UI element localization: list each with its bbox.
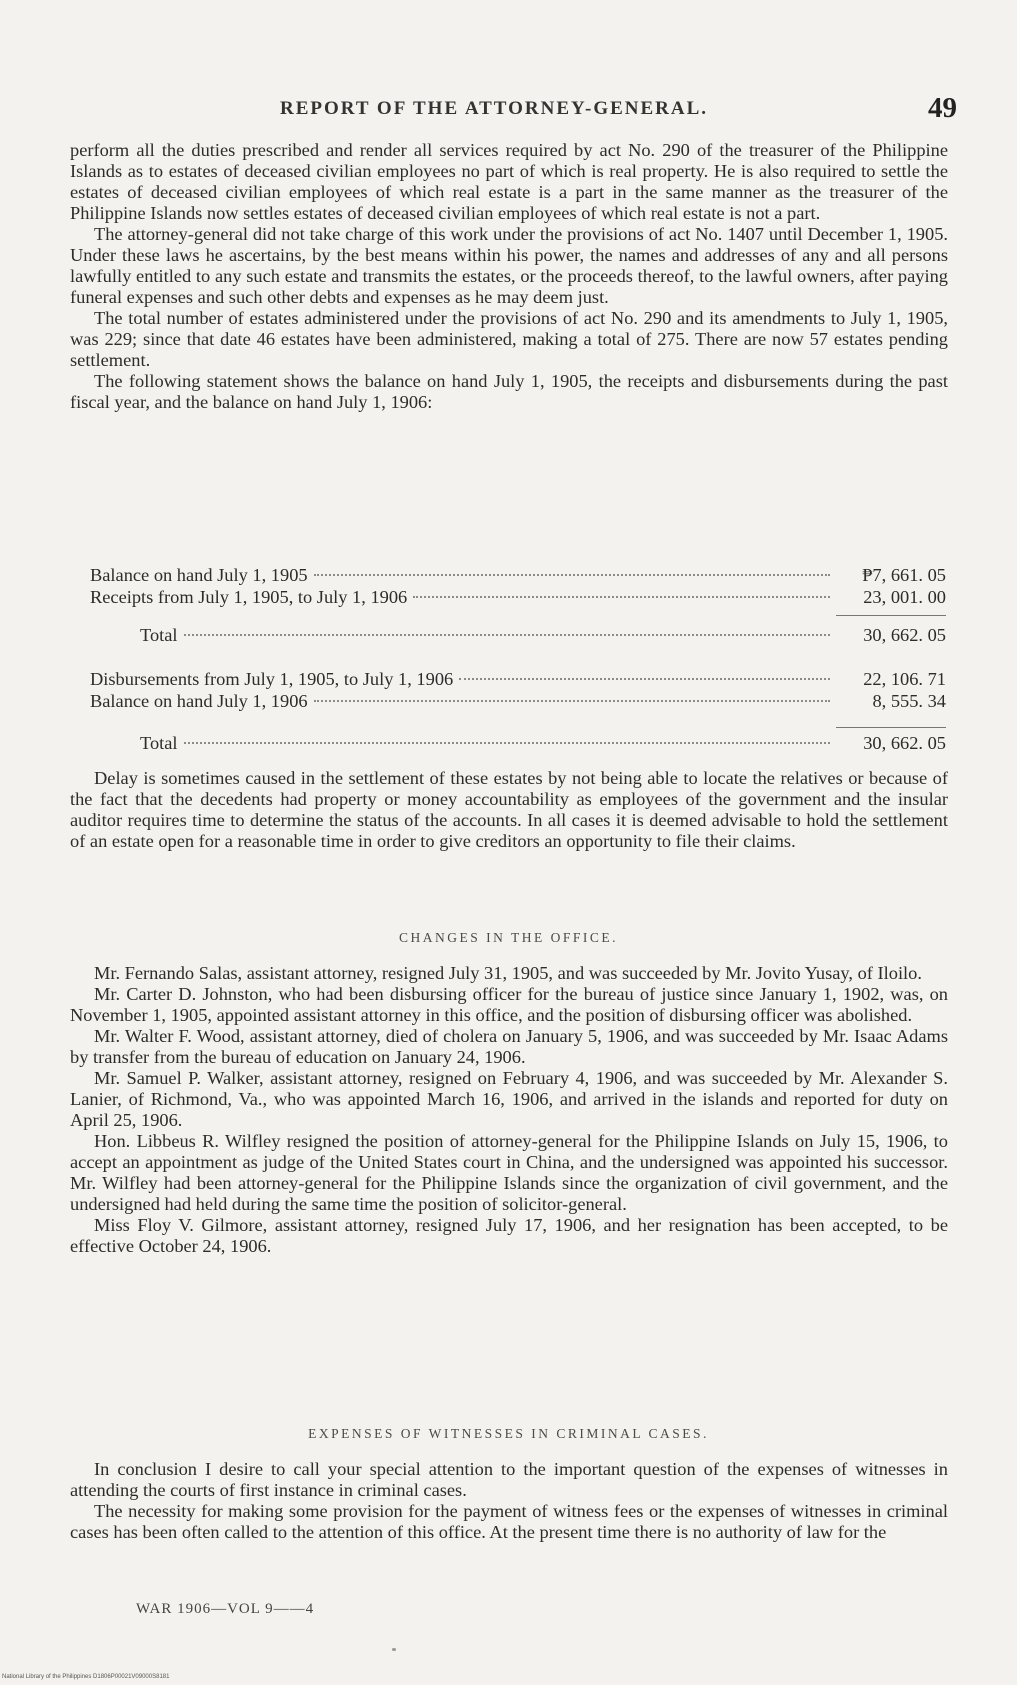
- dot-leader: [314, 574, 830, 576]
- ledger-row: [90, 587, 946, 609]
- ledger-amount: ₱7, 661. 05: [862, 565, 946, 585]
- paragraph: Mr. Carter D. Johnston, who had been disbursing officer for the bureau of justice since January 1, 1902, was, on November 1, 1905, appointed assistant attorney in this office, and the position of disbursing officer was abolished.: [70, 984, 948, 1025]
- ledger-label: Balance on hand July 1, 1906: [90, 691, 308, 711]
- ledger-amount: 23, 001. 00: [863, 587, 946, 607]
- changes-section: [70, 963, 948, 1257]
- ledger-disbursements: [90, 669, 946, 713]
- ledger-amount: 22, 106. 71: [863, 669, 946, 689]
- paragraph: Delay is sometimes caused in the settlement of these estates by not being able to locate the relatives or because of the fact that the decedents had property or money accountability as employees of the government and the insular auditor requires time to determine the status of the accounts. In all cases it is deemed advisable to hold the settlement of an estate open for a reasonable time in order to give creditors an opportunity to file their claims.: [70, 768, 948, 851]
- intro-section: [70, 140, 948, 413]
- paragraph: The attorney-general did not take charge of this work under the provisions of act No. 1407 until December 1, 1905. Under these laws he ascertains, by the best means within his power, the names and addresses of any and all persons lawfully entitled to any such estate and transmits the estates, or the proceeds thereof, to the lawful owners, after paying funeral expenses and such other debts and expenses as he may deem just.: [70, 224, 948, 307]
- section-heading-changes: CHANGES IN THE OFFICE.: [398, 930, 618, 945]
- paragraph: Hon. Libbeus R. Wilfley resigned the position of attorney-general for the Philippine Islands on July 15, 1906, to accept an appointment as judge of the United States court in China, and the undersigned was appointed his successor. Mr. Wilfley had been attorney-general for the Philippine Islands since the organization of civil government, and the undersigned had held during the same time the position of solicitor-general.: [70, 1131, 948, 1214]
- ledger-total-row: [90, 733, 946, 755]
- running-head: [0, 92, 1017, 132]
- footer-dot: [392, 1648, 396, 1651]
- ledger-label: Total: [140, 733, 178, 753]
- ledger-total-row: [90, 625, 946, 647]
- page-title: REPORT OF THE ATTORNEY-GENERAL.: [280, 98, 709, 119]
- ledger-receipts: [90, 565, 946, 647]
- dot-leader: [314, 700, 830, 702]
- ledger-amount: 8, 555. 34: [872, 691, 946, 711]
- ledger-label: Disbursements from July 1, 1905, to July 1, 1906: [90, 669, 454, 689]
- page-number: 49: [928, 92, 957, 124]
- paragraph: The following statement shows the balance on hand July 1, 1905, the receipts and disbursements during the past fiscal year, and the balance on hand July 1, 1906:: [70, 371, 948, 412]
- dot-leader: [184, 634, 830, 636]
- paragraph: Mr. Samuel P. Walker, assistant attorney, resigned on February 4, 1906, and was succeeded by Mr. Alexander S. Lanier, of Richmond, Va., who was appointed March 16, 1906, and arrived in the islands and reported for duty on April 25, 1906.: [70, 1068, 948, 1130]
- library-footer-note: National Library of the Philippines D1806P00021V09000S8181: [2, 1674, 170, 1680]
- paragraph: In conclusion I desire to call your special attention to the important question of the expenses of witnesses in attending the courts of first instance in criminal cases.: [70, 1459, 948, 1500]
- paragraph: The total number of estates administered under the provisions of act No. 290 and its amendments to July 1, 1905, was 229; since that date 46 estates have been administered, making a total of 275. There are now 57 estates pending settlement.: [70, 308, 948, 370]
- witnesses-section: [70, 1459, 948, 1543]
- dot-leader: [413, 596, 830, 598]
- ledger-label: Receipts from July 1, 1905, to July 1, 1906: [90, 587, 408, 607]
- sum-rule: [836, 727, 946, 728]
- ledger-row: [90, 669, 946, 691]
- signature-mark: WAR 1906—VOL 9——4: [136, 1601, 315, 1617]
- paragraph: Miss Floy V. Gilmore, assistant attorney, resigned July 17, 1906, and her resignation has been accepted, to be effective October 24, 1906.: [70, 1215, 948, 1256]
- paragraph: The necessity for making some provision for the payment of witness fees or the expenses of witnesses in criminal cases has been often called to the attention of this office. At the present time there is no authority of law for the: [70, 1501, 948, 1542]
- dot-leader: [184, 742, 830, 744]
- delay-section: [70, 768, 948, 852]
- ledger-row: [90, 691, 946, 713]
- ledger-amount: 30, 662. 05: [863, 625, 946, 645]
- paragraph: perform all the duties prescribed and render all services required by act No. 290 of the treasurer of the Philippine Islands as to estates of deceased civilian employees no part of which is real property. He is also required to settle the estates of deceased civilian employees of which real estate is a part in the same manner as the treasurer of the Philippine Islands now settles estates of deceased civilian employees of which real estate is not a part.: [70, 140, 948, 223]
- paragraph: Mr. Fernando Salas, assistant attorney, resigned July 31, 1905, and was succeeded by Mr. Jovito Yusay, of Iloilo.: [94, 963, 922, 983]
- ledger-row: [90, 565, 946, 587]
- section-heading-witnesses: EXPENSES OF WITNESSES IN CRIMINAL CASES.: [308, 1426, 709, 1441]
- ledger-final-total: [90, 733, 946, 755]
- paragraph: Mr. Walter F. Wood, assistant attorney, died of cholera on January 5, 1906, and was succeeded by Mr. Isaac Adams by transfer from the bureau of education on January 24, 1906.: [70, 1026, 948, 1067]
- ledger-amount: 30, 662. 05: [863, 733, 946, 753]
- ledger-label: Balance on hand July 1, 1905: [90, 565, 308, 585]
- ledger-label: Total: [140, 625, 178, 645]
- sum-rule: [836, 615, 946, 616]
- dot-leader: [459, 678, 830, 680]
